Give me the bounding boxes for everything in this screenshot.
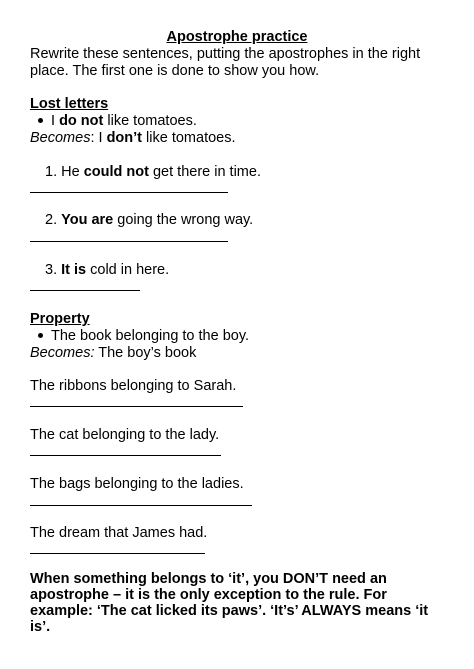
lost-letters-item-1	[45, 164, 261, 181]
exception-note: When something belongs to ‘it’, you DON’T need an apostrophe – it is the only exception to the rule. For example: ‘The cat licked its paws’. ‘It’s’ ALWAYS means ‘it is’.	[30, 571, 429, 635]
lost-letters-item-2	[45, 212, 253, 229]
example-before: I	[51, 113, 60, 129]
item-pre: He	[61, 164, 84, 180]
item-post: get there in time.	[148, 164, 261, 180]
item-bold: could not	[83, 164, 149, 180]
property-example	[38, 328, 249, 345]
property-heading: Property	[30, 311, 90, 327]
property-item-4: The dream that James had.	[30, 525, 208, 541]
intro-line-2: place. The first one is done to show you how.	[30, 63, 320, 79]
property-becomes	[30, 345, 196, 362]
answer-line-6[interactable]	[30, 505, 252, 506]
answer-line-2[interactable]	[30, 241, 228, 242]
answer-line-7[interactable]	[30, 553, 205, 554]
becomes-label: Becomes:	[30, 345, 95, 361]
intro-line-1: Rewrite these sentences, putting the apostrophes in the right	[30, 46, 421, 62]
becomes-after: like tomatoes.	[142, 130, 236, 146]
becomes-label: Becomes	[30, 130, 91, 146]
becomes-text: The boy’s book	[94, 345, 197, 361]
item-number: 2.	[45, 212, 58, 228]
answer-line-1[interactable]	[30, 192, 228, 193]
lost-letters-item-3	[45, 262, 169, 279]
example-after: like tomatoes.	[103, 113, 197, 129]
bullet-icon	[38, 333, 43, 338]
becomes-bold: don’t	[106, 130, 143, 146]
item-number: 3.	[45, 262, 58, 278]
item-post: going the wrong way.	[113, 212, 254, 228]
lost-letters-heading: Lost letters	[30, 96, 109, 112]
lost-letters-example	[38, 113, 197, 130]
item-number: 1.	[45, 164, 58, 180]
example-bold: do not	[59, 113, 104, 129]
answer-line-5[interactable]	[30, 455, 221, 456]
item-bold: It is	[61, 262, 87, 278]
property-item-2: The cat belonging to the lady.	[30, 427, 220, 443]
property-example-text: The book belonging to the boy.	[51, 328, 250, 344]
answer-line-4[interactable]	[30, 406, 243, 407]
answer-line-3[interactable]	[30, 290, 140, 291]
becomes-colon: : I	[90, 130, 107, 146]
page-title: Apostrophe practice	[166, 29, 308, 45]
item-post: cold in here.	[86, 262, 170, 278]
item-bold: You are	[61, 212, 114, 228]
bullet-icon	[38, 118, 43, 123]
lost-letters-becomes	[30, 130, 236, 147]
property-item-1: The ribbons belonging to Sarah.	[30, 378, 237, 394]
property-item-3: The bags belonging to the ladies.	[30, 476, 244, 492]
